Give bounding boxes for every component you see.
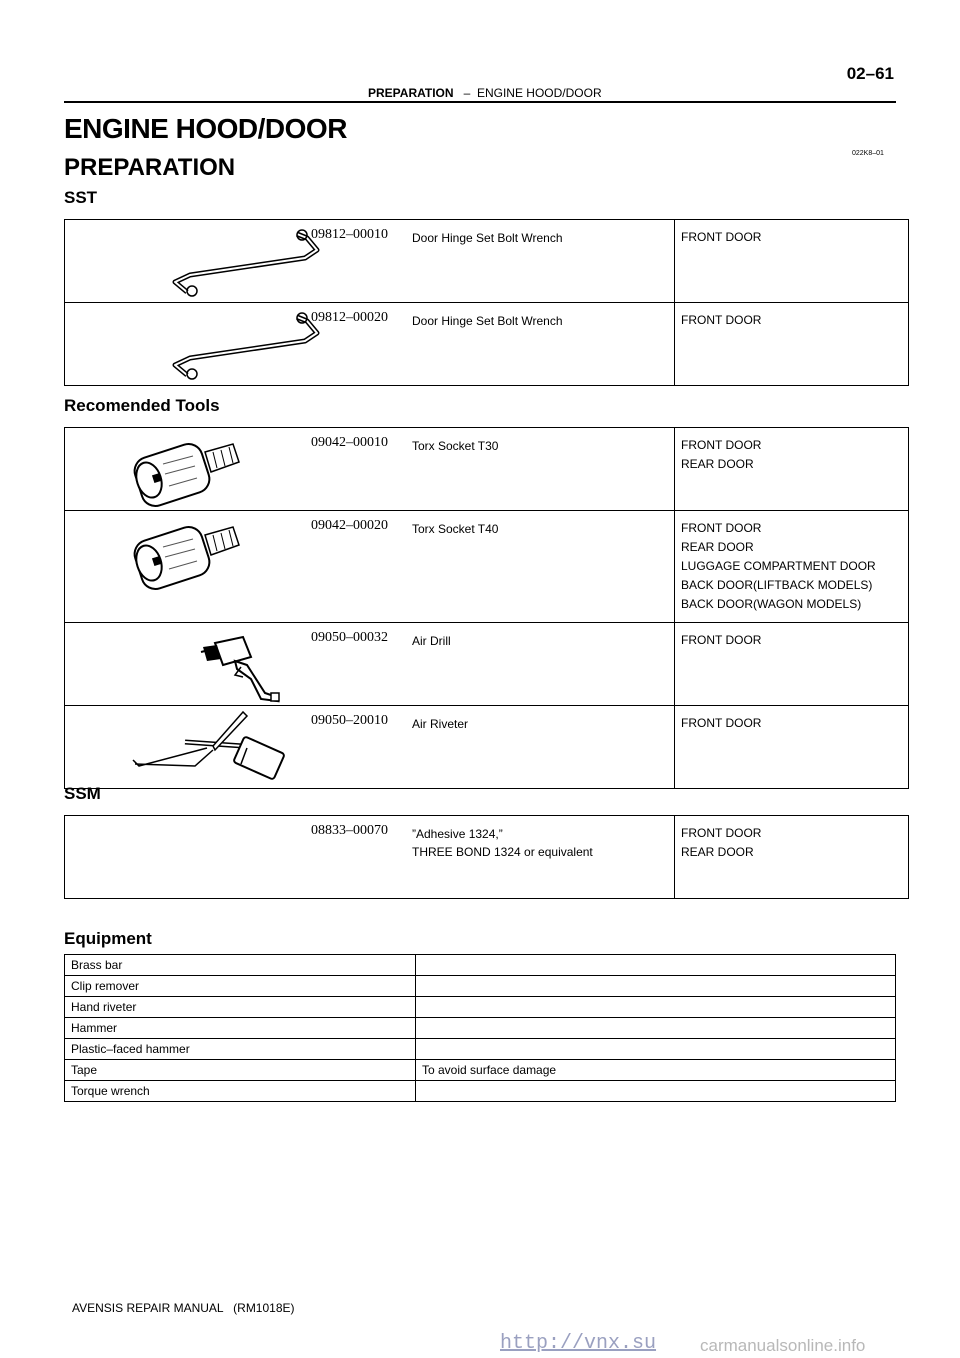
page-title: ENGINE HOOD/DOOR (64, 113, 347, 144)
usage-item: FRONT DOOR (681, 826, 762, 840)
tool-cell (65, 428, 675, 511)
header-divider (64, 101, 896, 103)
part-number: 09812–00010 (311, 227, 388, 242)
header-separator: – (463, 86, 471, 100)
tool-name: Air Drill (412, 634, 451, 648)
part-number: 09812–00020 (311, 310, 388, 325)
usage-item: FRONT DOOR (681, 313, 762, 327)
watermark-text: carmanualsonline.info (700, 1336, 866, 1355)
part-number: 09050–00032 (311, 630, 388, 645)
table-row (65, 428, 909, 511)
part-number: 08833–00070 (311, 823, 388, 838)
equipment-note: To avoid surface damage (416, 1060, 896, 1081)
part-number: 09042–00020 (311, 518, 388, 533)
header-subsection: ENGINE HOOD/DOOR (476, 86, 602, 100)
usage-item: BACK DOOR(LIFTBACK MODELS) (681, 578, 873, 592)
usage-cell (675, 816, 909, 899)
table-row (65, 955, 896, 976)
watermark-link[interactable]: http://vnx.su (500, 1332, 657, 1355)
table-row (65, 976, 896, 997)
tool-cell (65, 623, 675, 706)
equipment-item: Hammer (65, 1018, 416, 1039)
usage-item: BACK DOOR(WAGON MODELS) (681, 597, 862, 611)
sst-table (64, 219, 909, 386)
equipment-note (416, 955, 896, 976)
recommended-tools-table (64, 427, 909, 789)
usage-cell (675, 220, 909, 303)
table-row (65, 220, 909, 303)
equipment-item: Torque wrench (65, 1081, 416, 1102)
usage-item: FRONT DOOR (681, 230, 762, 244)
table-row (65, 1060, 896, 1081)
equipment-item: Clip remover (65, 976, 416, 997)
equipment-item: Tape (65, 1060, 416, 1081)
table-row (65, 816, 909, 899)
usage-cell (675, 428, 909, 511)
tool-name: Air Riveter (412, 717, 469, 731)
usage-item: REAR DOOR (681, 845, 754, 859)
usage-cell (675, 623, 909, 706)
section-heading-sst: SST (64, 188, 98, 207)
equipment-item: Plastic–faced hammer (65, 1039, 416, 1060)
section-heading-equipment: Equipment (64, 929, 152, 948)
equipment-note (416, 997, 896, 1018)
tool-cell (65, 511, 675, 623)
tool-name: Door Hinge Set Bolt Wrench (412, 231, 563, 245)
tool-cell (65, 303, 675, 386)
usage-cell (675, 511, 909, 623)
equipment-table (64, 954, 896, 1102)
usage-item: FRONT DOOR (681, 716, 762, 730)
page-number: 02–61 (846, 64, 894, 83)
usage-cell (675, 303, 909, 386)
material-cell (65, 816, 675, 899)
usage-item: FRONT DOOR (681, 438, 762, 452)
table-row (65, 706, 909, 789)
page-subtitle: PREPARATION (64, 154, 236, 181)
table-row (65, 1039, 896, 1060)
equipment-item: Hand riveter (65, 997, 416, 1018)
tool-name: Torx Socket T40 (412, 522, 499, 536)
part-number: 09050–20010 (311, 713, 388, 728)
table-row (65, 623, 909, 706)
tool-name: Torx Socket T30 (412, 439, 499, 453)
material-name-line: THREE BOND 1324 or equivalent (412, 845, 593, 859)
tool-cell (65, 220, 675, 303)
running-header (368, 86, 602, 100)
usage-item: FRONT DOOR (681, 521, 762, 535)
tool-name: Door Hinge Set Bolt Wrench (412, 314, 563, 328)
section-heading-recommended: Recomended Tools (64, 396, 220, 415)
header-section: PREPARATION (368, 86, 454, 100)
material-name-line: ”Adhesive 1324,” (412, 827, 503, 841)
equipment-note (416, 1039, 896, 1060)
usage-item: REAR DOOR (681, 540, 754, 554)
section-heading-ssm: SSM (64, 784, 101, 803)
table-row (65, 303, 909, 386)
footer-manual-id: AVENSIS REPAIR MANUAL (RM1018E) (72, 1301, 295, 1315)
usage-item: REAR DOOR (681, 457, 754, 471)
material-name (412, 825, 667, 861)
equipment-item: Brass bar (65, 955, 416, 976)
equipment-note (416, 1018, 896, 1039)
usage-item: FRONT DOOR (681, 633, 762, 647)
table-row (65, 1018, 896, 1039)
usage-item: LUGGAGE COMPARTMENT DOOR (681, 559, 876, 573)
table-row (65, 1081, 896, 1102)
equipment-note (416, 1081, 896, 1102)
equipment-note (416, 976, 896, 997)
part-number: 09042–00010 (311, 435, 388, 450)
ssm-table (64, 815, 909, 899)
tool-cell (65, 706, 675, 789)
table-row (65, 511, 909, 623)
document-id: 022K8–01 (852, 150, 884, 157)
usage-cell (675, 706, 909, 789)
table-row (65, 997, 896, 1018)
